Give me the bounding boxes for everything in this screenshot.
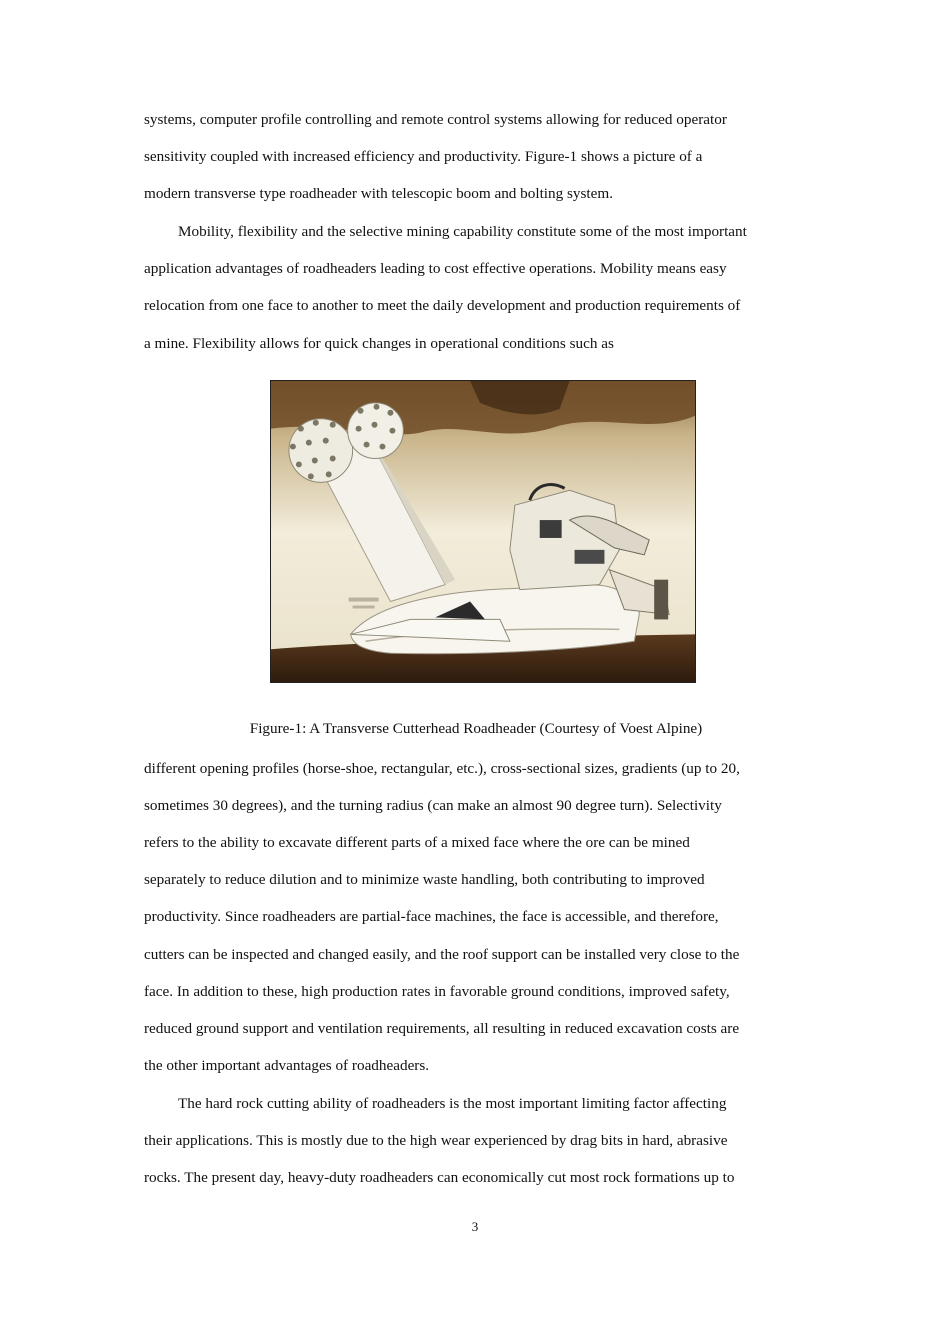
roadheader-illustration [271,381,695,682]
paragraph-line: different opening profiles (horse-shoe, rectangular, etc.), cross-sectional sizes, gradients (up to 20, [144,760,740,777]
paragraph-line: reduced ground support and ventilation requirements, all resulting in reduced excavation costs are [144,1020,740,1037]
paragraph-line: relocation from one face to another to meet the daily development and production requirements of [144,297,741,314]
paragraph-line: rocks. The present day, heavy-duty roadheaders can economically cut most rock formations up to [144,1169,735,1186]
paragraph-line: The hard rock cutting ability of roadheaders is the most important limiting factor affecting [178,1095,727,1112]
paragraph-line: systems, computer profile controlling and remote control systems allowing for reduced operator [144,111,727,128]
paragraph-line: Mobility, flexibility and the selective mining capability constitute some of the most important [178,223,747,240]
paragraph-line: their applications. This is mostly due to the high wear experienced by drag bits in hard, abrasive [144,1132,728,1149]
figure-caption: Figure-1: A Transverse Cutterhead Roadheader (Courtesy of Voest Alpine) [249,720,703,737]
paragraph-line: a mine. Flexibility allows for quick changes in operational conditions such as [144,335,614,352]
paragraph-line: cutters can be inspected and changed easily, and the roof support can be installed very close to the [144,946,740,963]
page-number: 3 [471,1219,479,1234]
paragraph-line: separately to reduce dilution and to minimize waste handling, both contributing to improved [144,871,705,888]
paragraph-line: sensitivity coupled with increased efficiency and productivity. Figure-1 shows a picture of a [144,148,703,165]
paragraph-line: productivity. Since roadheaders are partial-face machines, the face is accessible, and therefore, [144,908,719,925]
paragraph-line: face. In addition to these, high production rates in favorable ground conditions, improved safety, [144,983,730,1000]
paragraph-line: sometimes 30 degrees), and the turning radius (can make an almost 90 degree turn). Selectivity [144,797,722,814]
paragraph-line: the other important advantages of roadheaders. [144,1057,430,1074]
paragraph-line: refers to the ability to excavate different parts of a mixed face where the ore can be mined [144,834,690,851]
paragraph-line: application advantages of roadheaders leading to cost effective operations. Mobility means easy [144,260,727,277]
paragraph-line: modern transverse type roadheader with telescopic boom and bolting system. [144,185,613,202]
figure-roadheader-photo [270,380,696,683]
